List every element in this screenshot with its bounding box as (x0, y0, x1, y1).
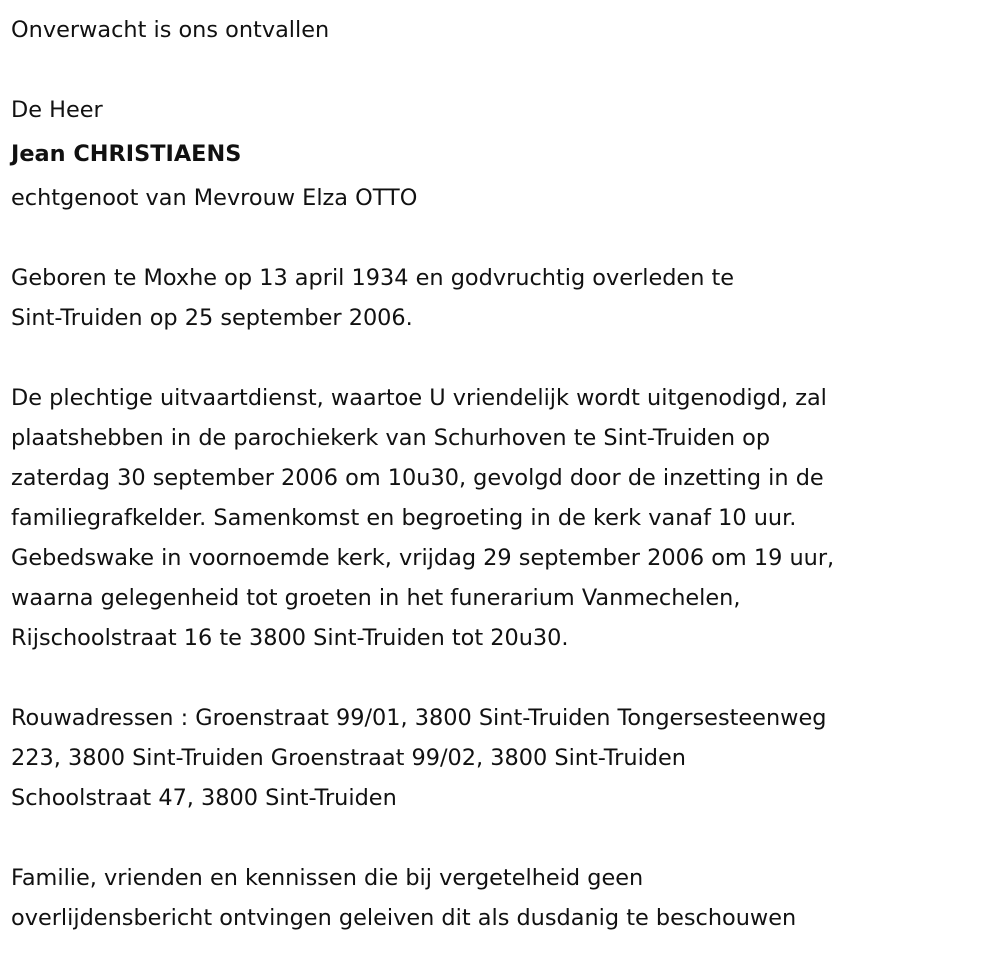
birth-paragraph (11, 258, 992, 338)
spacer (11, 50, 992, 90)
paragraph-line: familiegrafkelder. Samenkomst en begroeting in de kerk vanaf 10 uur. (11, 505, 797, 531)
paragraph-line: Schoolstraat 47, 3800 Sint-Truiden (11, 785, 397, 811)
salutation: De Heer (11, 97, 103, 123)
paragraph-line: De plechtige uitvaartdienst, waartoe U vriendelijk wordt uitgenodigd, zal (11, 385, 827, 411)
deceased-name: Jean CHRISTIAENS (11, 141, 242, 167)
service-paragraph (11, 378, 992, 658)
paragraph-line: Sint-Truiden op 25 september 2006. (11, 305, 413, 331)
paragraph-line: zaterdag 30 september 2006 om 10u30, gevolgd door de inzetting in de (11, 465, 824, 491)
paragraph-line: plaatshebben in de parochiekerk van Schurhoven te Sint-Truiden op (11, 425, 771, 451)
paragraph-line: Rouwadressen : Groenstraat 99/01, 3800 Sint-Truiden Tongersesteenweg (11, 705, 827, 731)
paragraph-line: overlijdensbericht ontvingen geleiven dit als dusdanig te beschouwen (11, 905, 797, 931)
paragraph-line: waarna gelegenheid tot groeten in het funerarium Vanmechelen, (11, 585, 741, 611)
paragraph-line: Gebedswake in voornoemde kerk, vrijdag 29 september 2006 om 19 uur, (11, 545, 835, 571)
spacer (11, 338, 992, 378)
spacer (11, 818, 992, 858)
paragraph-line: Familie, vrienden en kennissen die bij vergetelheid geen (11, 865, 644, 891)
closing-paragraph (11, 858, 992, 938)
intro-line: Onverwacht is ons ontvallen (11, 17, 330, 43)
paragraph-line: Rijschoolstraat 16 te 3800 Sint-Truiden tot 20u30. (11, 625, 569, 651)
spacer (11, 658, 992, 698)
paragraph-line: Geboren te Moxhe op 13 april 1934 en godvruchtig overleden te (11, 265, 735, 291)
paragraph-line: 223, 3800 Sint-Truiden Groenstraat 99/02, 3800 Sint-Truiden (11, 745, 686, 771)
addresses-paragraph (11, 698, 992, 818)
spacer (11, 218, 992, 258)
spouse-line: echtgenoot van Mevrouw Elza OTTO (11, 185, 418, 211)
